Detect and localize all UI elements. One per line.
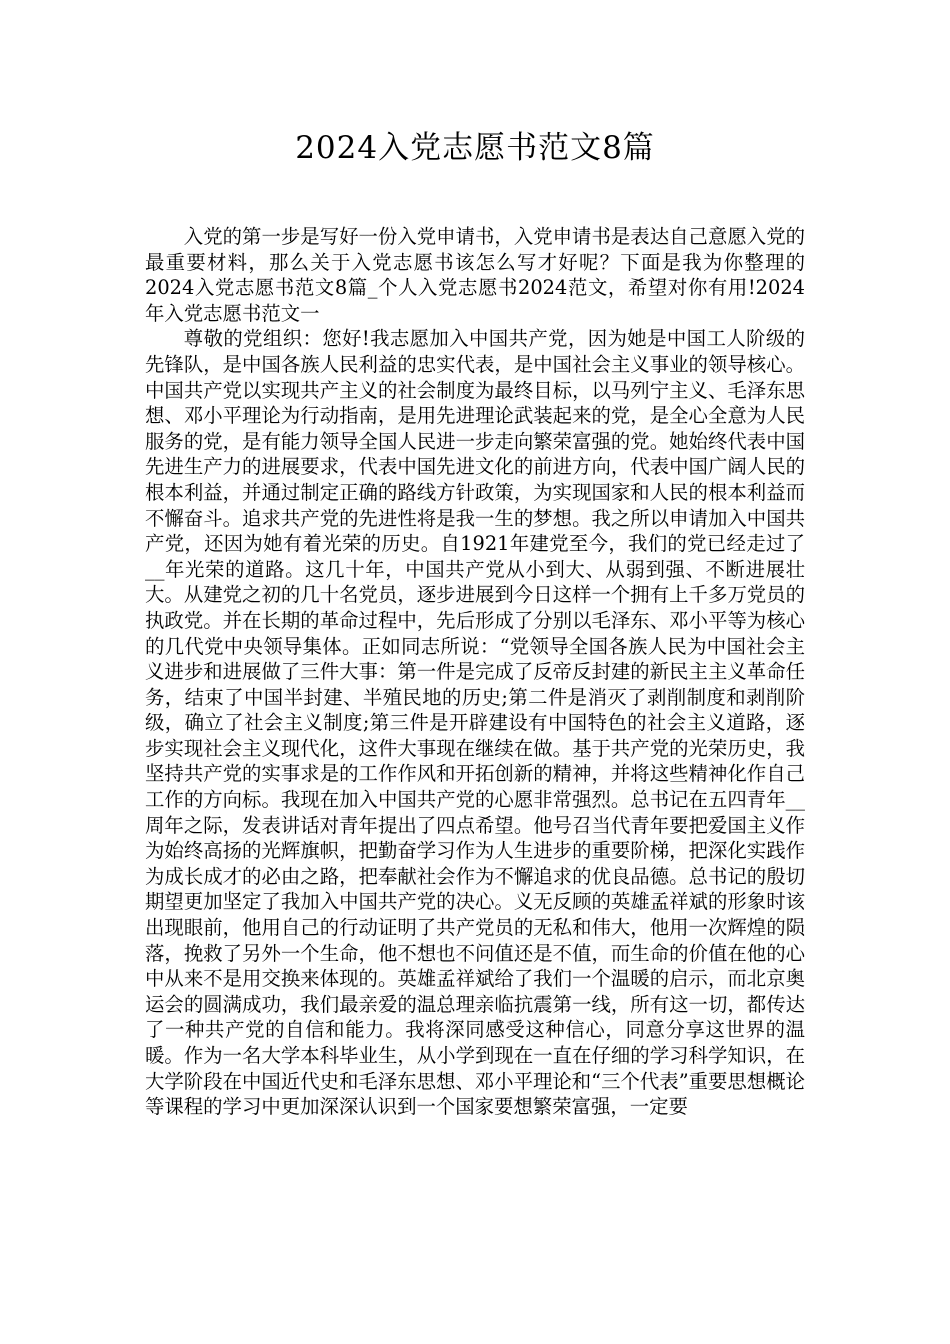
document-body xyxy=(145,224,805,1120)
intro-paragraph: 入党的第一步是写好一份入党申请书，入党申请书是表达自己意愿入党的最重要材料，那么关于入党志愿书该怎么写才好呢？下面是我为你整理的2024入党志愿书范文8篇_个人入党志愿书2024范文，希望对你有用!2024年入党志愿书范文一 xyxy=(145,225,805,325)
letter-paragraph: 尊敬的党组织：您好!我志愿加入中国共产党，因为她是中国工人阶级的先锋队，是中国各族人民利益的忠实代表，是中国社会主义事业的领导核心。中国共产党以实现共产主义的社会制度为最终目标，以马列宁主义、毛泽东思想、邓小平理论为行动指南，是用先进理论武装起来的党，是全心全意为人民服务的党，是有能力领导全国人民进一步走向繁荣富强的党。她始终代表中国先进生产力的进展要求，代表中国先进文化的前进方向，代表中国广阔人民的根本利益，并通过制定正确的路线方针政策，为实现国家和人民的根本利益而不懈奋斗。追求共产党的先进性将是我一生的梦想。我之所以申请加入中国共产党，还因为她有着光荣的历史。自1921年建党至今，我们的党已经走过了__年光荣的道路。这几十年，中国共产党从小到大、从弱到强、不断进展壮大。从建党之初的几十名党员，逐步进展到今日这样一个拥有上千多万党员的执政党。并在长期的革命过程中，先后形成了分别以毛泽东、邓小平等为核心的几代党中央领导集体。正如同志所说：“党领导全国各族人民为中国社会主义进步和进展做了三件大事：第一件是完成了反帝反封建的新民主主义革命任务，结束了中国半封建、半殖民地的历史;第二件是消灭了剥削制度和剥削阶级，确立了社会主义制度;第三件是开辟建设有中国特色的社会主义道路，逐步实现社会主义现代化，这件大事现在继续在做。基于共产党的光荣历史，我坚持共产党的实事求是的工作作风和开拓创新的精神，并将这些精神化作自己工作的方向标。我现在加入中国共产党的心愿非常强烈。总书记在五四青年__周年之际，发表讲话对青年提出了四点希望。他号召当代青年要把爱国主义作为始终高扬的光辉旗帜，把勤奋学习作为人生进步的重要阶梯，把深化实践作为成长成才的必由之路，把奉献社会作为不懈追求的优良品德。总书记的殷切期望更加坚定了我加入中国共产党的决心。义无反顾的英雄孟祥斌的形象时该出现眼前，他用自己的行动证明了共产党员的无私和伟大，他用一次辉煌的陨落，挽救了另外一个生命，他不想也不问值还是不值，而生命的价值在他的心中从来不是用交换来体现的。英雄孟祥斌给了我们一个温暖的启示，而北京奥运会的圆满成功，我们最亲爱的温总理亲临抗震第一线，所有这一切，都传达了一种共产党的自信和能力。我将深同感受这种信心，同意分享这世界的温暖。作为一名大学本科毕业生，从小学到现在一直在仔细的学习科学知识，在大学阶段在中国近代史和毛泽东思想、邓小平理论和“三个代表”重要思想概论等课程的学习中更加深深认识到一个国家要想繁荣富强，一定要 xyxy=(145,327,805,1119)
document-title: 2024入党志愿书范文8篇 xyxy=(295,130,655,166)
